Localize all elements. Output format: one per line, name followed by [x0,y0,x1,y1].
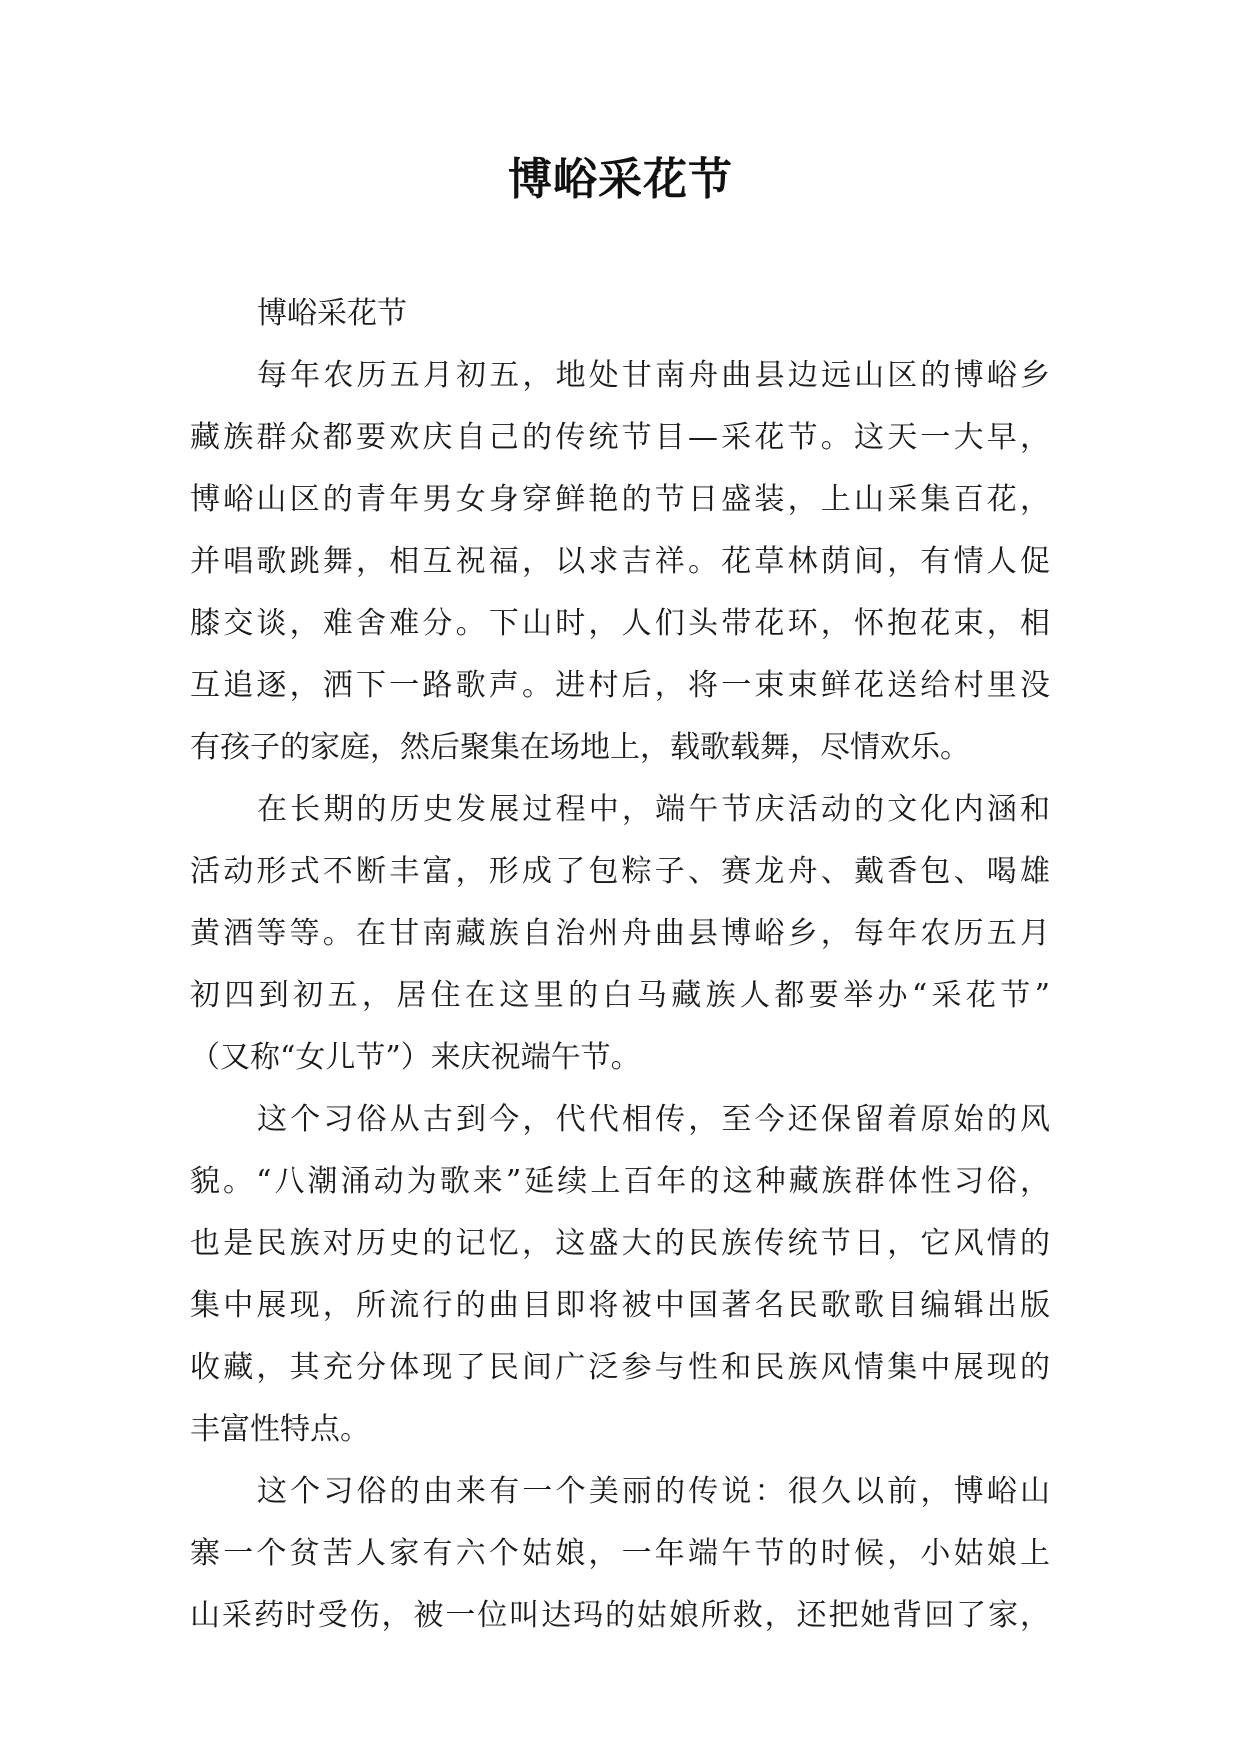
paragraph-2-line: 活动形式不断丰富，形成了包粽子、赛龙舟、戴香包、喝雄 [190,854,1050,889]
paragraph-2-line: （又称“女儿节”）来庆祝端午节。 [190,1040,641,1075]
paragraph-1-line: 藏族群众都要欢庆自己的传统节目—采花节。这天一大早， [190,420,1050,455]
paragraph-1-line: 膝交谈，难舍难分。下山时，人们头带花环，怀抱花束，相 [190,606,1050,641]
paragraph-1-line: 并唱歌跳舞，相互祝福，以求吉祥。花草林荫间，有情人促 [190,544,1050,579]
paragraph-3-line: 貌。“八潮涌动为歌来”延续上百年的这种藏族群体性习俗， [190,1164,1050,1199]
paragraph-1-line: 博峪山区的青年男女身穿鲜艳的节日盛装，上山采集百花， [190,482,1050,517]
paragraph-3-line: 丰富性特点。 [190,1412,370,1447]
paragraph-3-line: 也是民族对历史的记忆，这盛大的民族传统节日，它风情的 [190,1226,1050,1261]
paragraph-4-line: 这个习俗的由来有一个美丽的传说：很久以前，博峪山 [257,1474,1050,1509]
paragraph-2-line: 在长期的历史发展过程中，端午节庆活动的文化内涵和 [257,792,1050,827]
paragraph-3-line: 集中展现，所流行的曲目即将被中国著名民歌歌目编辑出版 [190,1288,1050,1323]
paragraph-4-line: 寨一个贫苦人家有六个姑娘，一年端午节的时候，小姑娘上 [190,1536,1050,1571]
subheading-line: 博峪采花节 [257,296,407,331]
paragraph-1-line: 互追逐，洒下一路歌声。进村后，将一束束鲜花送给村里没 [190,668,1050,703]
paragraph-3-line: 收藏，其充分体现了民间广泛参与性和民族风情集中展现的 [190,1350,1050,1385]
paragraph-3-line: 这个习俗从古到今，代代相传，至今还保留着原始的风 [257,1102,1050,1137]
paragraph-1-line: 有孩子的家庭，然后聚集在场地上，载歌载舞，尽情欢乐。 [190,730,970,765]
document-title: 博峪采花节 [508,154,733,205]
paragraph-4-line: 山采药时受伤，被一位叫达玛的姑娘所救，还把她背回了家， [190,1598,1050,1633]
paragraph-1-line: 每年农历五月初五，地处甘南舟曲县边远山区的博峪乡 [257,358,1050,393]
document-body [190,283,1050,1647]
paragraph-2-line: 黄酒等等。在甘南藏族自治州舟曲县博峪乡，每年农历五月 [190,916,1050,951]
paragraph-2-line: 初四到初五，居住在这里的白马藏族人都要举办“采花节” [190,978,1050,1013]
